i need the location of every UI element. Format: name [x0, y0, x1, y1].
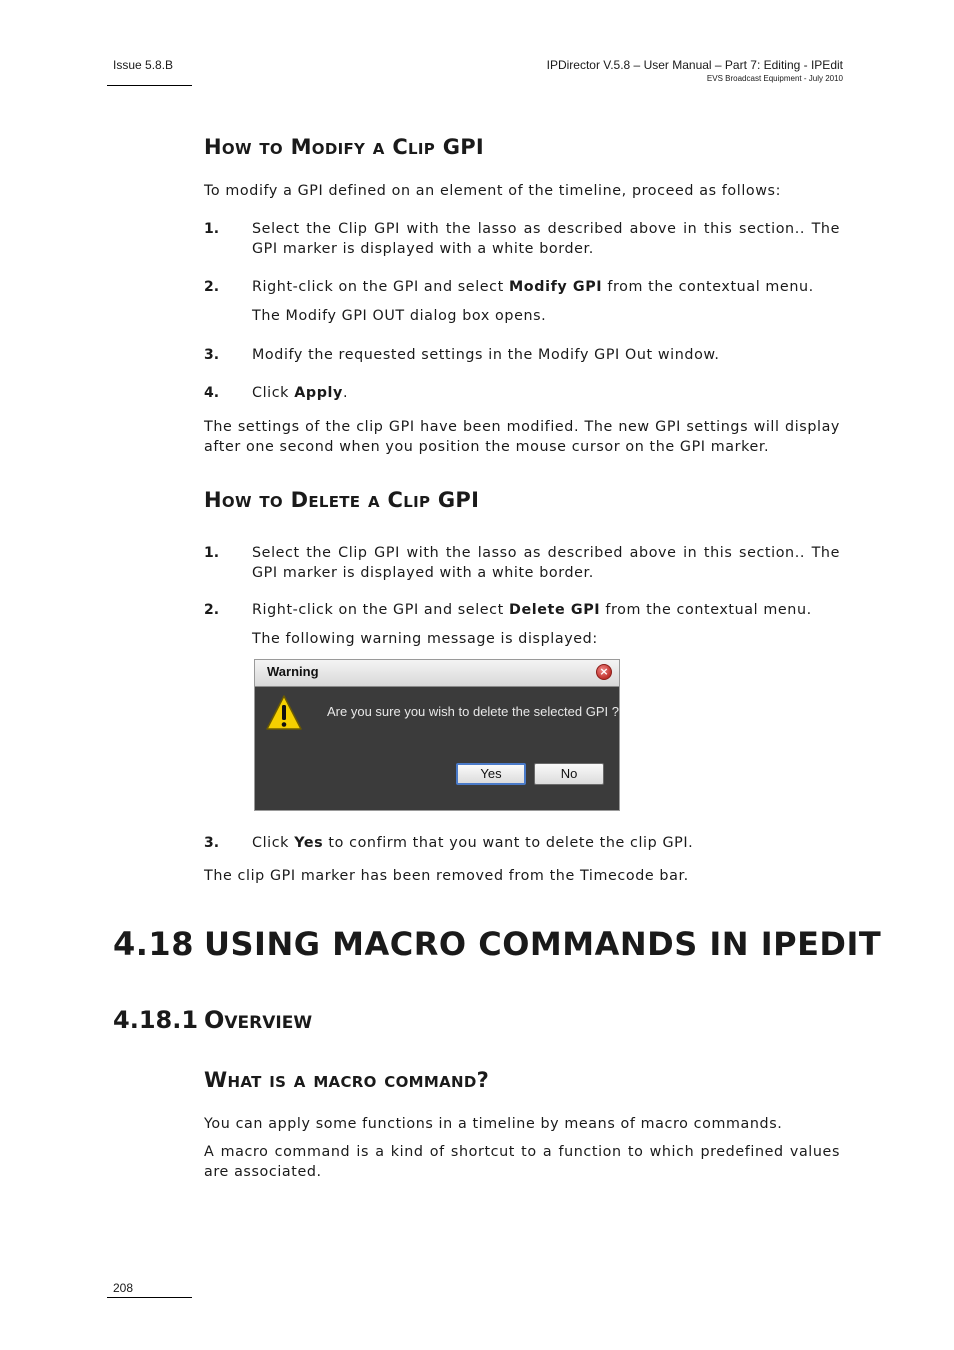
yes-button[interactable]: Yes	[456, 763, 526, 785]
publisher-date: EVS Broadcast Equipment - July 2010	[706, 74, 843, 83]
modify-heading: How to Modify a Clip GPI	[204, 135, 485, 159]
modify-step-2-note: The Modify GPI OUT dialog box opens.	[252, 308, 547, 324]
subsection-title: Overview	[204, 1006, 313, 1034]
delete-step-3-num: 3.	[204, 835, 220, 851]
modify-step-3: Modify the requested settings in the Modify GPI Out window.	[252, 347, 720, 363]
modify-step-3-num: 3.	[204, 347, 220, 363]
dialog-message: Are you sure you wish to delete the selected GPI ?	[327, 704, 619, 719]
delete-outro: The clip GPI marker has been removed from the Timecode bar.	[204, 868, 689, 884]
macro-paragraph-2: A macro command is a kind of shortcut to a function to which predefined values are associated.	[204, 1144, 840, 1180]
dialog-titlebar	[255, 660, 619, 687]
delete-step-1-num: 1.	[204, 545, 220, 561]
delete-step-2-note: The following warning message is displayed:	[252, 631, 598, 647]
delete-step-2-num: 2.	[204, 602, 220, 618]
modify-intro: To modify a GPI defined on an element of the timeline, proceed as follows:	[204, 183, 782, 199]
close-icon[interactable]: ×	[596, 664, 612, 680]
macro-heading: What is a macro command?	[204, 1068, 490, 1092]
modify-step-4-num: 4.	[204, 385, 220, 401]
no-button[interactable]: No	[534, 763, 604, 785]
delete-step-3: Click Yes to confirm that you want to delete the clip GPI.	[252, 835, 694, 851]
dialog-title: Warning	[267, 664, 319, 679]
header-rule	[107, 85, 192, 86]
subsection-number: 4.18.1	[113, 1006, 199, 1034]
delete-step-1: Select the Clip GPI with the lasso as described above in this section.. The GPI marker is displayed with a white border.	[252, 545, 840, 581]
delete-heading: How to Delete a Clip GPI	[204, 488, 480, 512]
delete-step-2: Right-click on the GPI and select Delete GPI from the contextual menu.	[252, 602, 812, 618]
manual-title: IPDirector V.5.8 – User Manual – Part 7: Editing - IPEdit	[546, 58, 843, 72]
modify-step-1: Select the Clip GPI with the lasso as described above in this section.. The GPI marker is displayed with a white border.	[252, 221, 840, 257]
warning-icon	[265, 694, 303, 732]
issue-label: Issue 5.8.B	[113, 58, 174, 72]
warning-dialog	[254, 659, 620, 811]
section-number: 4.18	[113, 925, 194, 963]
modify-step-4: Click Apply.	[252, 385, 349, 401]
footer-rule	[107, 1297, 192, 1298]
modify-step-2: Right-click on the GPI and select Modify GPI from the contextual menu.	[252, 279, 814, 295]
modify-outro: The settings of the clip GPI have been modified. The new GPI settings will display after one second when you position the mouse cursor on the GPI marker.	[204, 419, 840, 455]
section-title: USING MACRO COMMANDS IN IPEDIT	[204, 925, 882, 963]
macro-paragraph-1: You can apply some functions in a timeline by means of macro commands.	[204, 1116, 783, 1132]
page-number: 208	[113, 1281, 134, 1295]
modify-step-2-num: 2.	[204, 279, 220, 295]
modify-step-1-num: 1.	[204, 221, 220, 237]
